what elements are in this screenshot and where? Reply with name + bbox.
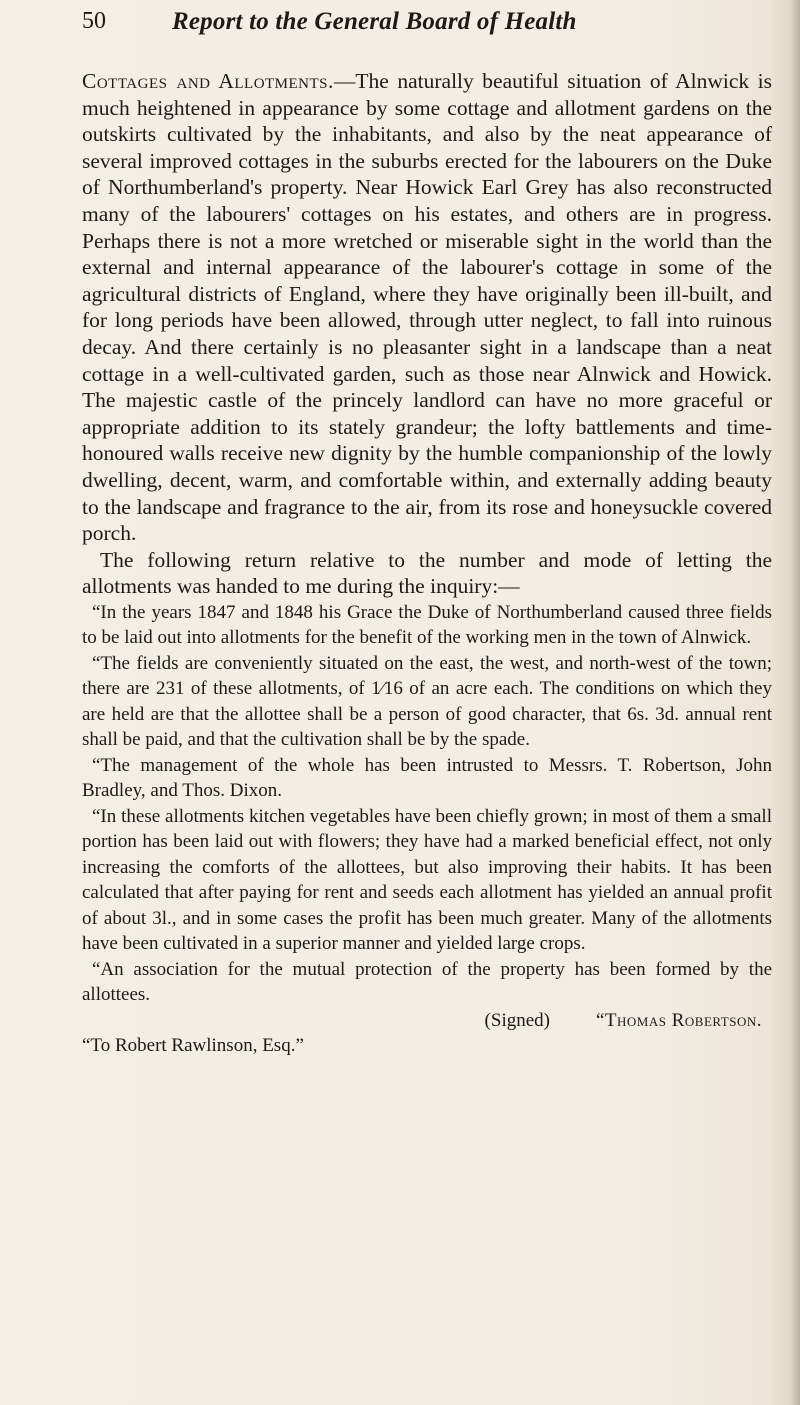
addressee-line: “To Robert Rawlinson, Esq.”	[82, 1034, 304, 1056]
page-number: 50	[82, 8, 106, 34]
signature-line	[82, 1008, 772, 1033]
section-heading: Cottages and Allotments.	[82, 69, 334, 93]
paragraph-cottages-allotments	[82, 68, 772, 547]
quote-paragraph: “In these allotments kitchen vegetables have been chiefly grown; in most of them a small portion has been laid out with flowers; they have had a marked beneficial effect, not only increasing the comforts of the allottees, but also improving their habits. It has been calculated that after paying for rent and seeds each allotment has yielded an annual profit of about 3l., and in some cases the profit has been much greater. Many of the allotments have been cultivated in a superior manner and yielded large crops.	[82, 805, 772, 955]
quote-paragraph: “In the years 1847 and 1848 his Grace the Duke of Northumberland caused three fields to be laid out into allotments for the benefit of the working men in the town of Alnwick.	[82, 601, 772, 649]
quote-paragraph: “An association for the mutual protection of the property has been formed by the allottees.	[82, 958, 772, 1006]
signed-label: (Signed)	[484, 1009, 550, 1031]
signatory-name: “Thomas Robertson.	[595, 1009, 762, 1031]
paragraph-return-intro: The following return relative to the number and mode of letting the allotments was handed to me during the inquiry:—	[82, 547, 772, 599]
body-text	[82, 68, 772, 1058]
quote-paragraph: “The fields are conveniently situated on the east, the west, and north-west of the town; there are 231 of these allotments, of 1⁄16 of an acre each. The conditions on which they are held are that the allottee shall be a person of good character, that 6s. 3d. annual rent shall be paid, and that the cultivation shall be by the spade.	[82, 652, 772, 751]
page-edge-shadow	[790, 0, 800, 1405]
paragraph-text: —The naturally beautiful situation of Alnwick is much heightened in appearance by some cottage and allotment gardens on the outskirts cultivated by the inhabitants, and also by the neat appearance of several improved cottages in the suburbs erected for the labourers on the Duke of Northumberland's property. Near Howick Earl Grey has also reconstructed many of the labourers' cottages on his estates, and others are in progress. Perhaps there is not a more wretched or miserable sight in the world than the external and internal appearance of the labourer's cottage in some of the agricultural districts of England, where they have originally been ill-built, and for long periods have been allowed, through utter neglect, to fall into ruinous decay. And there certainly is no pleasanter sight in a landscape than a neat cottage in a well-cultivated garden, such as those near Alnwick and Howick. The majestic castle of the princely landlord can have no more graceful or appropriate addition to its stately grandeur; the lofty battlements and time-honoured walls receive new dignity by the humble companionship of the lowly dwelling, decent, warm, and comfortable within, and externally adding beauty to the landscape and fragrance to the air, from its rose and honeysuckle covered porch.	[82, 69, 772, 546]
running-title: Report to the General Board of Health	[172, 8, 577, 35]
quote-paragraph: “The management of the whole has been intrusted to Messrs. T. Robertson, John Bradley, and Thos. Dixon.	[82, 754, 772, 802]
page-header	[82, 6, 772, 46]
